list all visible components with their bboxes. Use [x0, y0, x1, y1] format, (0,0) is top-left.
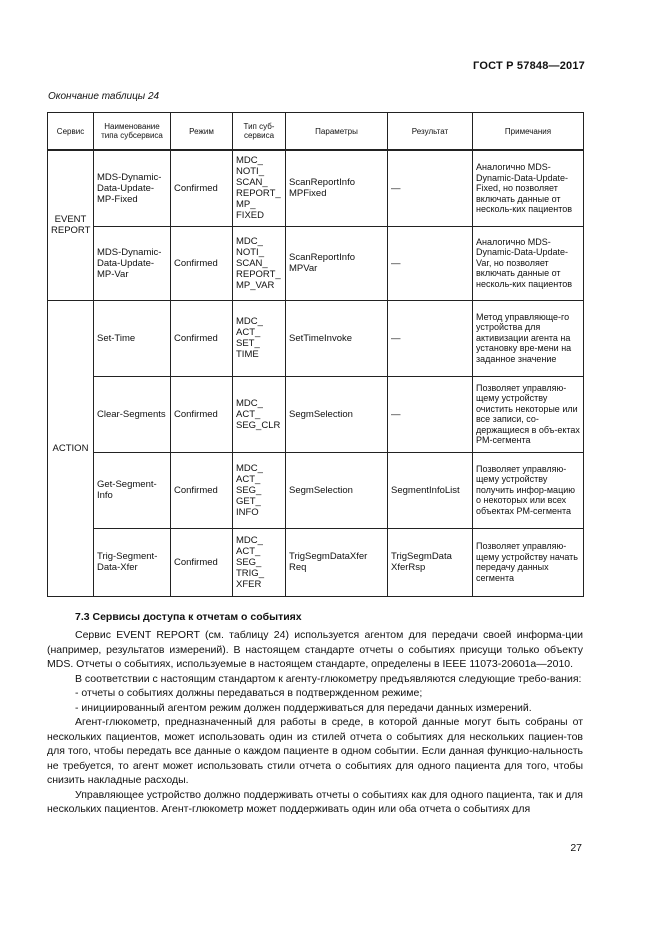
subservice-type-cell: MDC_ NOTI_ SCAN_ REPORT_ MP_ FIXED — [233, 150, 286, 226]
paragraph: Агент-глюкометр, предназначенный для работы в среде, в которой данные могут быть собраны от нескольких пациентов, может использовать один из стилей отчета о событиях для нескольких пациен-тов для того, чтобы передать все данные о каждом пациенте в одном событии. Если данная функцио-нальность не требуется, то агент может использовать стили отчета о событиях для одного пациента для того, чтобы снизить накладные расходы. — [47, 716, 583, 786]
subservice-type-cell: MDC_ ACT_ SEG_ TRIG_ XFER — [233, 528, 286, 596]
document-header: ГОСТ Р 57848—2017 — [473, 60, 585, 72]
mode-cell: Confirmed — [171, 528, 233, 596]
notes-cell: Аналогично MDS-Dynamic-Data-Update-Var, но позволяет включать данные от несколь-ких пациентов — [473, 226, 584, 300]
mode-cell: Confirmed — [171, 226, 233, 300]
service-cell: EVENT REPORT — [48, 150, 94, 300]
result-cell: — — [388, 300, 473, 376]
table-header-row — [48, 113, 584, 151]
result-cell: — — [388, 150, 473, 226]
column-header: Результат — [388, 113, 473, 151]
list-item: - отчеты о событиях должны передаваться в подтвержденном режиме; — [75, 687, 423, 699]
column-header: Режим — [171, 113, 233, 151]
page-number: 27 — [570, 842, 582, 854]
notes-cell: Аналогично MDS-Dynamic-Data-Update-Fixed, но позволяет включать данные от несколь-ких пациентов — [473, 150, 584, 226]
parameters-cell: ScanReportInfo MPFixed — [286, 150, 388, 226]
parameters-cell: TrigSegmDataXfer Req — [286, 528, 388, 596]
table-row — [48, 528, 584, 596]
list-item: - инициированный агентом режим должен поддерживаться для передачи данных измерений. — [75, 701, 532, 714]
subservice-name-cell: Trig-Segment-Data-Xfer — [94, 528, 171, 596]
parameters-cell: SetTimeInvoke — [286, 300, 388, 376]
mode-cell: Confirmed — [171, 300, 233, 376]
subservice-type-cell: MDC_ ACT_ SET_ TIME — [233, 300, 286, 376]
section-title: 7.3 Сервисы доступа к отчетам о событиях — [75, 611, 302, 623]
notes-cell: Позволяет управляю-щему устройству очистить некоторые или все записи, со-держащиеся в объ-ектах PM-сегмента — [473, 376, 584, 452]
notes-cell: Позволяет управляю-щему устройству получить инфор-мацию о некоторых или всех объектах PM-сегмента — [473, 452, 584, 528]
column-header: Тип суб-сервиса — [233, 113, 286, 151]
table-row — [48, 226, 584, 300]
subservice-table — [47, 112, 584, 597]
table-row — [48, 300, 584, 376]
paragraph: В соответствии с настоящим стандартом к агенту-глюкометру предъявляются следующие требо-вания: — [75, 672, 582, 685]
table-row — [48, 376, 584, 452]
parameters-cell: SegmSelection — [286, 376, 388, 452]
body-text — [47, 628, 583, 817]
notes-cell: Позволяет управляю-щему устройству начать передачу данных сегмента — [473, 528, 584, 596]
table-caption: Окончание таблицы 24 — [48, 91, 160, 102]
subservice-name-cell: Get-Segment-Info — [94, 452, 171, 528]
mode-cell: Confirmed — [171, 150, 233, 226]
paragraph: Управляющее устройство должно поддерживать отчеты о событиях как для одного пациента, так и для нескольких пациентов. Агент-глюкометр может поддерживать один или оба отчета о событиях для — [47, 788, 583, 815]
subservice-type-cell: MDC_ ACT_ SEG_CLR — [233, 376, 286, 452]
notes-cell: Метод управляюще-го устройства для активизации агента на установку вре-мени на заданное значение — [473, 300, 584, 376]
column-header: Сервис — [48, 113, 94, 151]
table-row — [48, 150, 584, 226]
result-cell: — — [388, 376, 473, 452]
subservice-type-cell: MDC_ ACT_ SEG_ GET_ INFO — [233, 452, 286, 528]
mode-cell: Confirmed — [171, 376, 233, 452]
parameters-cell: SegmSelection — [286, 452, 388, 528]
parameters-cell: ScanReportInfo MPVar — [286, 226, 388, 300]
subservice-name-cell: MDS-Dynamic-Data-Update-MP-Var — [94, 226, 171, 300]
mode-cell: Confirmed — [171, 452, 233, 528]
column-header: Параметры — [286, 113, 388, 151]
subservice-name-cell: Clear-Segments — [94, 376, 171, 452]
column-header: Примечания — [473, 113, 584, 151]
result-cell: TrigSegmData XferRsp — [388, 528, 473, 596]
subservice-name-cell: MDS-Dynamic-Data-Update-MP-Fixed — [94, 150, 171, 226]
result-cell: — — [388, 226, 473, 300]
paragraph: Сервис EVENT REPORT (см. таблицу 24) используется агентом для передачи своей информа-ции (например, результатов измерений). В настоящем стандарте отчеты о событиях присущи только объекту MDS. Отчеты о событиях, используемые в настоящем стандарте, определены в IEEE 11073-20601a—2010. — [47, 629, 583, 670]
table-row — [48, 452, 584, 528]
subservice-name-cell: Set-Time — [94, 300, 171, 376]
subservice-type-cell: MDC_ NOTI_ SCAN_ REPORT_ MP_VAR — [233, 226, 286, 300]
service-cell: ACTION — [48, 300, 94, 596]
result-cell: SegmentInfoList — [388, 452, 473, 528]
column-header: Наименование типа субсервиса — [94, 113, 171, 151]
